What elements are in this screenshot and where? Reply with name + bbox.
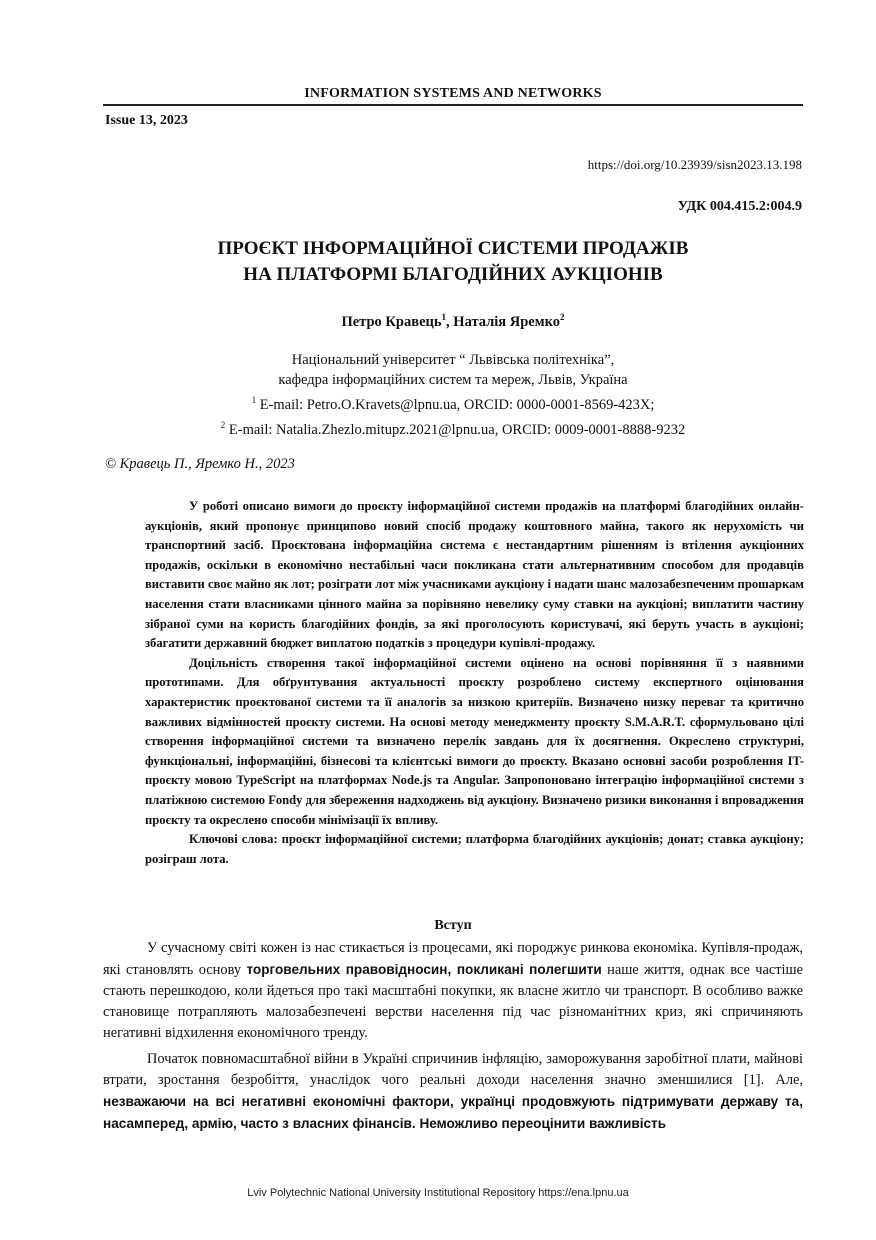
issue-label: Issue 13, 2023 bbox=[105, 113, 188, 128]
author-2-sup: 2 bbox=[560, 312, 565, 322]
journal-name: INFORMATION SYSTEMS AND NETWORKS bbox=[304, 86, 602, 101]
email-1[interactable]: E-mail: Petro.O.Kravets@lpnu.ua, ORCID: 0000-0001-8569-423X; bbox=[256, 396, 655, 413]
intro-body bbox=[103, 938, 803, 1140]
abstract-paragraph-1: У роботі описано вимоги до проєкту інформаційної системи продажів на платформі благодійних онлайн-аукціонів, який пропонує принципово новий спосіб продажу коштовного майна, такого як нерухомість чи транспортний засіб. Проєктована інформаційна система є нестандартним рішенням із втілення аукціонних продажів, оскільки в економічно нестабільні часи покликана стати альтернативним способом для продавців виставити своє майно як лот; розіграти лот між учасниками аукціону і надати шанс малозабезпеченим прошаркам населення стати власниками цінного майна за порівняно невелику суму ставки на аукціоні; виплатити частину зібраної суми на користь благодійних фондів, за які проголосують користувачі, які беруть участь в аукціоні; збагатити державний бюджет виплатою податків з процедури купівлі-продажу. bbox=[145, 499, 804, 651]
intro-p2-highlight: незважаючи на всі негативні економічні фактори, українці продовжують підтримувати державу та, насамперед, армію, часто з власних фінансів. Неможливо переоцінити важливість bbox=[103, 1094, 803, 1131]
title-line-2: НА ПЛАТФОРМІ БЛАГОДІЙНИХ АУКЦІОНІВ bbox=[243, 264, 663, 285]
author-1: Петро Кравець bbox=[341, 313, 442, 330]
section-heading-intro: Вступ bbox=[434, 918, 472, 933]
page-footer: Lviv Polytechnic National University Institutional Repository https://ena.lpnu.ua bbox=[247, 1187, 629, 1199]
header-rule bbox=[103, 104, 803, 106]
email-1-sup: 1 bbox=[251, 395, 257, 405]
abstract-paragraph-2: Доцільність створення такої інформаційної системи оцінено на основі порівняння її з наявними прототипами. Для обґрунтування актуальності проєкту розроблено систему експертного оцінювання характеристик проєктованої системи та її аналогів за низкою критеріїв. Визначено низку переваг та критично важливих відмінностей проєкту системи. На основі методу менеджменту проєкту S.M.A.R.T. сформульовано цілі створення інформаційної системи та визначено перелік завдань для їх досягнення. Окреслено структурні, функціональні, інформаційні, бізнесові та клієнтські вимоги до проєкту. Вказано основні засоби розроблення IT-проєкту мовою TypeScript на платформах Node.js та Angular. Запропоновано інтеграцію інформаційної системи з платіжною системою Fondy для збереження надходжень від аукціону. Визначено ризики виконання і впровадження проєкту та окреслено способи мінімізації їх впливу. bbox=[145, 655, 804, 827]
author-1-sup: 1 bbox=[441, 312, 447, 322]
title-line-1: ПРОЄКТ ІНФОРМАЦІЙНОЇ СИСТЕМИ ПРОДАЖІВ bbox=[217, 238, 689, 259]
paper-title bbox=[103, 236, 803, 288]
authors bbox=[103, 312, 803, 331]
copyright: © Кравець П., Яремко Н., 2023 bbox=[105, 456, 295, 472]
affiliation-line-2: кафедра інформаційних систем та мереж, Львів, Україна bbox=[278, 372, 628, 388]
author-separator: , bbox=[446, 313, 454, 330]
affiliation bbox=[103, 350, 803, 440]
abstract bbox=[145, 497, 804, 869]
intro-p1-text-a: У сучасному світі кожен із нас стикається із процесами, які породжує ринкова економіка. Купівля-продаж, які становлять основу bbox=[103, 940, 803, 978]
keywords: Ключові слова: проєкт інформаційної системи; платформа благодійних аукціонів; донат; ставка аукціону; розіграш лота. bbox=[145, 832, 804, 866]
intro-p1-highlight: торговельних правовідносин, покликані полегшити bbox=[246, 962, 602, 977]
intro-paragraph-2 bbox=[103, 1049, 803, 1135]
intro-p1-text-c: наше життя, однак все частіше стають перешкодою, коли йдеться про такі масштабні покупки, як власне житло чи транспорт. В особливо важке становище потрапляють малозабезпечені верстви населення під час різноманітних криз, які спричиняють негативні відхилення економічного тренду. bbox=[103, 962, 803, 1041]
intro-p2-text-a: Початок повномасштабної війни в Україні спричинив інфляцію, заморожування заробітної плати, майнові втрати, зростання безробіття, унаслідок чого реальні доходи населення значно зменшилися [1]. Але, bbox=[103, 1051, 803, 1088]
udc-code: УДК 004.415.2:004.9 bbox=[677, 199, 802, 214]
email-line-1 bbox=[103, 390, 803, 415]
intro-paragraph-1 bbox=[103, 938, 803, 1044]
email-line-2 bbox=[103, 415, 803, 440]
doi-link[interactable]: https://doi.org/10.23939/sisn2023.13.198 bbox=[587, 157, 802, 172]
email-2-sup: 2 bbox=[220, 419, 226, 430]
email-2[interactable]: E-mail: Natalia.Zhezlo.mitupz.2021@lpnu.ua, ORCID: 0009-0001-8888-9232 bbox=[225, 421, 686, 438]
affiliation-line-1: Національний університет “ Львівська політехніка”, bbox=[291, 352, 615, 368]
author-2: Наталія Яремко bbox=[453, 313, 561, 330]
